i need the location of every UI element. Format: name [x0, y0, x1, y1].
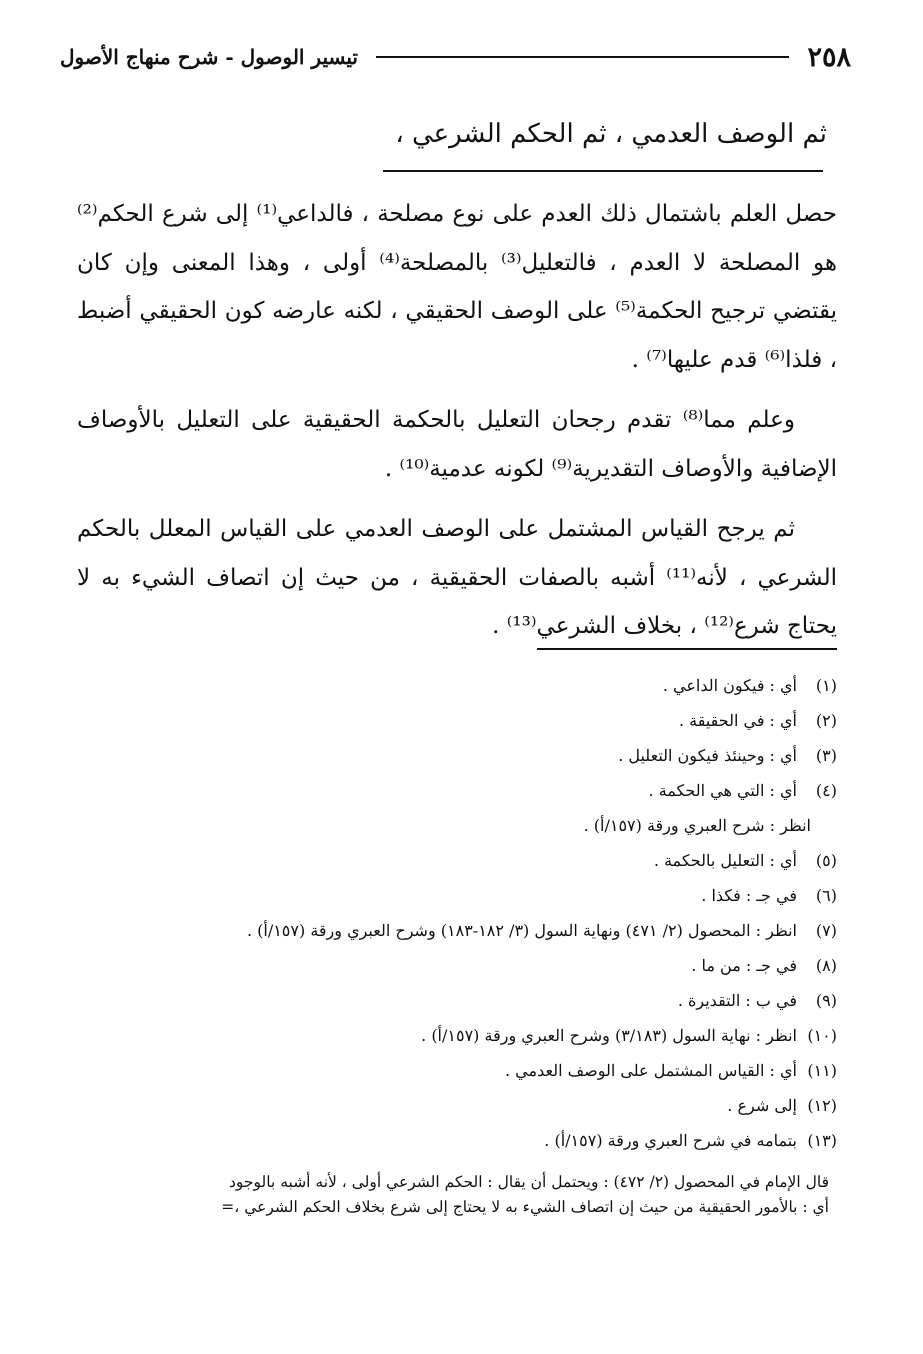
footnote	[77, 668, 837, 703]
footnote-text: أي : التي هي الحكمة .	[648, 781, 797, 800]
footnote-text: أي : القياس المشتمل على الوصف العدمي .	[505, 1061, 797, 1080]
footnote	[77, 738, 837, 773]
footnote-text: أي : في الحقيقة .	[678, 711, 797, 730]
footnote	[77, 843, 837, 878]
footnote-text: أي : فيكون الداعي .	[662, 676, 797, 695]
footnote-text: أي : التعليل بالحكمة .	[653, 851, 797, 870]
footnote	[77, 983, 837, 1018]
footnote-number: (١١)	[807, 1061, 837, 1080]
footnote-number: (٥)	[815, 851, 837, 870]
header-rule	[376, 56, 790, 58]
paragraph-3: ثم يرجح القياس المشتمل على الوصف العدمي على القياس المعلل بالحكم الشرعي ، لأنه⁽¹¹⁾ أشبه بالصفات الحقيقية ، من حيث إن اتصاف الشيء به لا يحتاج شرع⁽¹²⁾ ، بخلاف الشرعي⁽¹³⁾ .	[77, 516, 838, 639]
page-number: ٢٥٨	[807, 41, 851, 73]
footnote-text: في جـ : من ما .	[691, 956, 797, 975]
footnote-text: أي : وحينئذ فيكون التعليل .	[618, 746, 797, 765]
footnote	[77, 703, 837, 738]
footnote-text: في ب : التقديرة .	[677, 991, 797, 1010]
footnote-separator	[537, 648, 837, 650]
footnote-number: (٣)	[815, 746, 837, 765]
footnote-number: (١)	[815, 676, 837, 695]
footnote-continuation	[77, 808, 837, 843]
footnote	[77, 1123, 837, 1158]
footnote-number: (٦)	[815, 886, 837, 905]
footnote-tail-note	[79, 1170, 829, 1220]
footnote-text: إلى شرع .	[727, 1096, 797, 1115]
paragraph-1: حصل العلم باشتمال ذلك العدم على نوع مصلحة ، فالداعي⁽¹⁾ إلى شرع الحكم⁽²⁾ هو المصلحة لا العدم ، فالتعليل⁽³⁾ بالمصلحة⁽⁴⁾ أولى ، وهذا المعنى وإن كان يقتضي ترجيح الحكمة⁽⁵⁾ على الوصف الحقيقي ، لكنه عارضه كون الحقيقي أضبط ، فلذا⁽⁶⁾ قدم عليها⁽⁷⁾ .	[77, 201, 838, 373]
footnote	[77, 773, 837, 808]
main-text	[77, 190, 837, 663]
footnote-number: (١٣)	[807, 1131, 837, 1150]
footnote	[77, 913, 837, 948]
footnote	[77, 948, 837, 983]
footnotes-list	[77, 668, 837, 1158]
footnote-number: (١٠)	[807, 1026, 837, 1045]
footnote	[77, 1053, 837, 1088]
running-title: تيسير الوصول - شرح منهاج الأصول	[60, 45, 358, 69]
footnote-text: في جـ : فكذا .	[701, 886, 797, 905]
tail-note-line: قال الإمام في المحصول (٢/ ٤٧٢) : ويحتمل أن يقال : الحكم الشرعي أولى ، لأنه أشبه بالوجود	[229, 1173, 829, 1191]
tail-note-line: أي : بالأمور الحقيقية من حيث إن اتصاف الشيء به لا يحتاج إلى شرع بخلاف الحكم الشرعي ،=	[221, 1198, 829, 1216]
footnote-number: (٩)	[815, 991, 837, 1010]
footnote-number: (٤)	[815, 781, 837, 800]
footnote-number: (١٢)	[807, 1096, 837, 1115]
footnote	[77, 878, 837, 913]
section-subheading: ثم الوصف العدمي ، ثم الحكم الشرعي ،	[395, 119, 827, 149]
paragraph-2: وعلم مما⁽⁸⁾ تقدم رجحان التعليل بالحكمة الحقيقية على التعليل بالأوصاف الإضافية والأوصاف التقديرية⁽⁹⁾ لكونه عدمية⁽¹⁰⁾ .	[77, 407, 837, 482]
footnote-number: (٢)	[815, 711, 837, 730]
footnote-text: بتمامه في شرح العبري ورقة (١٥٧/أ) .	[544, 1131, 797, 1150]
subheading-rule	[383, 170, 823, 172]
footnote-text: انظر : المحصول (٢/ ٤٧١) ونهاية السول (٣/ ١٨٢-١٨٣) وشرح العبري ورقة (١٥٧/أ) .	[246, 921, 797, 940]
footnote	[77, 1088, 837, 1123]
page-header	[60, 34, 851, 80]
footnote-text: انظر : نهاية السول (٣/١٨٣) وشرح العبري ورقة (١٥٧/أ) .	[421, 1026, 797, 1045]
footnote-number: (٨)	[815, 956, 837, 975]
footnote-text: انظر : شرح العبري ورقة (١٥٧/أ) .	[583, 816, 811, 835]
footnote-number: (٧)	[815, 921, 837, 940]
footnote	[77, 1018, 837, 1053]
